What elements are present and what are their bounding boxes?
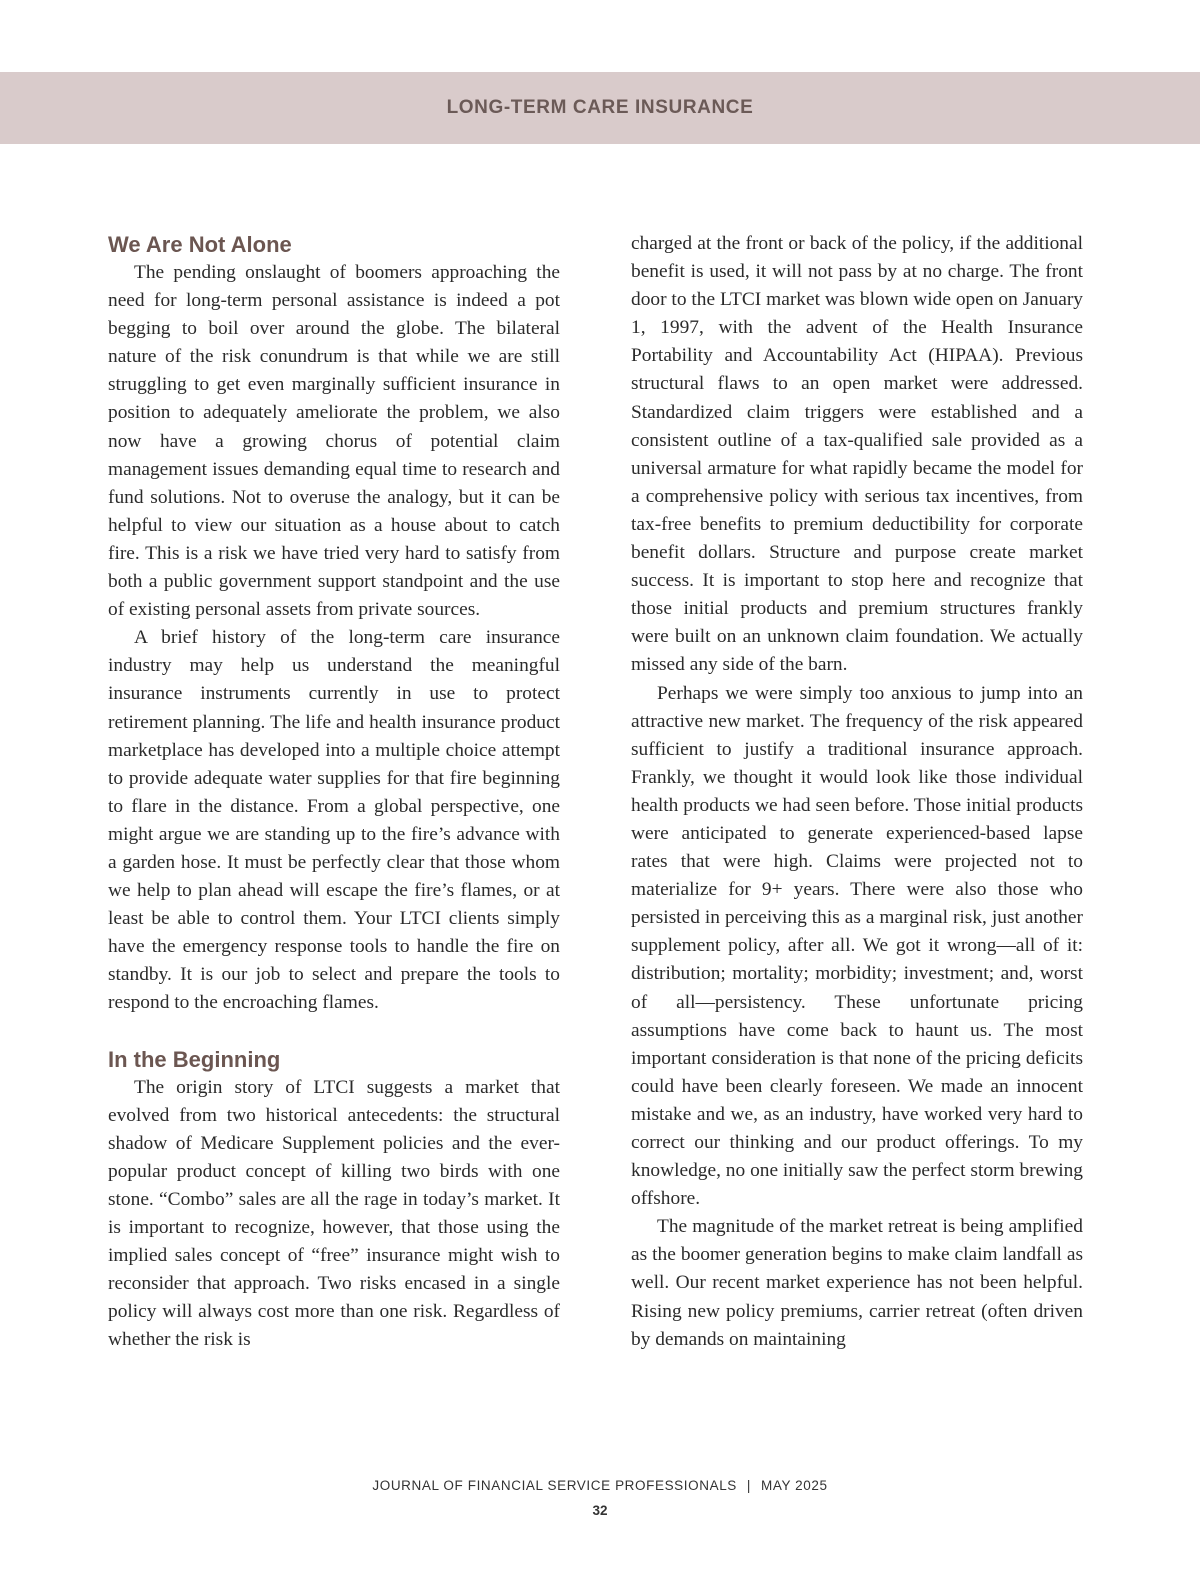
issue-date: MAY 2025 (761, 1478, 828, 1493)
left-column (108, 229, 560, 1354)
heading-we-are-not-alone: We Are Not Alone (108, 232, 292, 257)
footer-line (0, 1478, 1200, 1493)
paragraph: charged at the front or back of the policy, if the additional benefit is used, it will not pass by at no charge. The front door to the LTCI market was blown wide open on January 1, 1997, with the advent of the Health Insurance Portability and Accountability Act (HIPAA). Previous structural flaws to an open market were addressed. Standardized claim triggers were established and a consistent outline of a tax-qualified sale provided as a universal armature for what rapidly became the model for a comprehensive policy with serious tax incentives, from tax-free benefits to premium deductibility for corporate benefit dollars. Structure and purpose create market success. It is important to stop here and recognize that those initial products and premium structures frankly were built on an unknown claim foundation. We actually missed any side of the barn. (631, 233, 1083, 676)
paragraph: Perhaps we were simply too anxious to jump into an attractive new market. The frequency of the risk appeared sufficient to justify a traditional insurance approach. Frankly, we thought it would look like those individual health products we had seen before. Those initial products were anticipated to generate experienced-based lapse rates that were high. Claims were projected not to materialize for 9+ years. There were also those who persisted in perceiving this as a marginal risk, just another supplement policy, after all. We got it wrong—all of it: distribution; mortality; morbidity; investment; and, worst of all—persistency. These unfortunate pricing assumptions have come back to haunt us. The most important consideration is that none of the pricing deficits could have been clearly foreseen. We made an innocent mistake and we, as an industry, have worked very hard to correct our thinking and our product offerings. To my knowledge, no one initially saw the perfect storm brewing offshore. (631, 682, 1083, 1210)
journal-name: JOURNAL OF FINANCIAL SERVICE PROFESSIONALS (372, 1478, 737, 1493)
footer-separator: | (746, 1478, 752, 1493)
paragraph: The magnitude of the market retreat is being amplified as the boomer generation begins to make claim landfall as well. Our recent market experience has not been helpful. Rising new policy premiums, carrier retreat (often driven by demands on maintaining (631, 1216, 1083, 1350)
heading-in-the-beginning: In the Beginning (108, 1046, 281, 1072)
paragraph: The origin story of LTCI suggests a market that evolved from two historical antecedents: the structural shadow of Medicare Supplement policies and the ever-popular product concept of killing two birds with one stone. “Combo” sales are all the rage in today’s market. It is important to recognize, however, that those using the implied sales concept of “free” insurance might wish to reconsider that approach. Two risks encased in a single policy will always cost more than one risk. Regardless of whether the risk is (108, 1076, 560, 1351)
page-number: 32 (592, 1503, 608, 1518)
paragraph: A brief history of the long-term care insurance industry may help us understand the meaningful insurance instruments currently in use to protect retirement planning. The life and health insurance product marketplace has developed into a multiple choice attempt to provide adequate water supplies for that fire beginning to flare in the distance. From a global perspective, one might argue we are standing up to the fire’s advance with a garden hose. It must be perfectly clear that those whom we help to plan ahead will escape the fire’s flames, or at least be able to control them. Your LTCI clients simply have the emergency response tools to handle the fire on standby. It is our job to select and prepare the tools to respond to the encroaching flames. (108, 627, 560, 1014)
paragraph: The pending onslaught of boomers approaching the need for long-term personal assistance is indeed a pot begging to boil over around the globe. The bilateral nature of the risk conundrum is that while we are still struggling to get even marginally sufficient insurance in position to adequately ameliorate the problem, we also now have a growing chorus of potential claim management issues demanding equal time to research and fund solutions. Not to overuse the analogy, but it can be helpful to view our situation as a house about to catch fire. This is a risk we have tried very hard to satisfy from both a public government support standpoint and the use of existing personal assets from private sources. (108, 262, 560, 621)
section-title: LONG-TERM CARE INSURANCE (446, 97, 754, 118)
section-header-band (0, 72, 1200, 144)
right-column (631, 230, 1083, 1354)
